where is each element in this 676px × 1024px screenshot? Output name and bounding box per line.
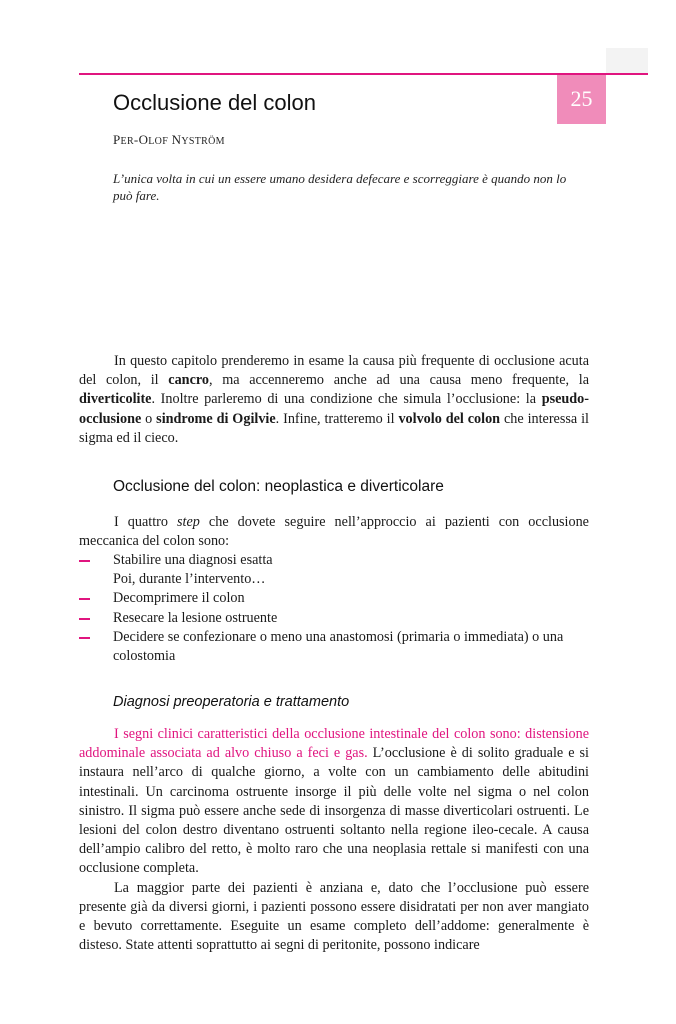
term-cancro: cancro [168, 372, 209, 389]
bullet-dash-icon [79, 598, 90, 600]
term-pseudo-occlusione: pseudo-occlusione [79, 391, 589, 427]
author-rest-1: ER [120, 136, 134, 147]
list-item: Decidere se confezionare o meno una anastomosi (primaria o immediata) o una colostomia [79, 628, 589, 666]
author-dash: - [133, 132, 139, 147]
epigraph: L’unica volta in cui un essere umano desidera defecare e scorreggiare è quando non lo può fare. [113, 171, 567, 203]
intro-paragraph: In questo capitolo prenderemo in esame la causa più frequente di occlusione acuta del colon, il cancro, ma accenneremo anche ad una causa meno frequente, la diverticolite. Inoltre parleremo di una condizione che simula l’occlusione: la pseudo-occlusione o sindrome di Ogilvie. Infine, tratteremo il volvolo del colon che interessa il sigma ed il cieco. [79, 353, 589, 446]
chapter-author [113, 132, 225, 148]
list-item: Stabilire una diagnosi esatta [79, 551, 589, 570]
term-ogilvie: sindrome di Ogilvie [156, 410, 276, 427]
chapter-number-badge: 25 [557, 75, 606, 124]
bullet-dash-icon [79, 560, 90, 562]
term-volvolo: volvolo del colon [398, 410, 501, 427]
author-rest-2: LOF [148, 136, 169, 147]
author-initial-3: N [171, 132, 182, 147]
chapter-title: Occlusione del colon [113, 90, 317, 115]
list-note: Poi, durante l’intervento… [113, 571, 266, 588]
list-item: Resecare la lesione ostruente [79, 609, 589, 628]
author-rest-3: YSTRÖM [181, 136, 225, 147]
term-diverticolite: diverticolite [79, 391, 152, 408]
diagnosis-paragraph: I segni clinici caratteristici della occlusione intestinale del colon sono: distensione addominale associata ad alvo chiuso a feci e gas. L’occlusione è di solito graduale e si instaura nell’arco di qualche giorno, a volte con un cambiamento delle abitudini intestinali. Un carcinoma ostruente insorge il più delle volte nel sigma o nel colon sinistro. Il sigma può essere anche sede di insorgenza di masse diverticolari ostruenti. Le lesioni del colon destro diventano ostruenti soltanto nella regione ileo-cecale. A causa dell’ampio calibro del retto, è molto raro che una neoplasia rettale si manifesti con una occlusione completa. [79, 726, 589, 877]
bullet-dash-icon [79, 618, 90, 620]
term-step: step [177, 514, 200, 530]
subsection-heading: Diagnosi preoperatoria e trattamento [113, 694, 350, 710]
list-item: Decomprimere il colon [79, 589, 589, 608]
highlighted-sentence: I segni clinici caratteristici della occlusione intestinale del colon sono: distensione addominale associata ad alvo chiuso a feci e gas. [79, 726, 589, 762]
patients-paragraph: La maggior parte dei pazienti è anziana e, dato che l’occlusione può essere presente già da diversi giorni, i pazienti possono essere disidratati per non aver mangiato e bevuto correttamente. Eseguite un esame completo dell’addome: generalmente è disteso. State attenti soprattutto ai segni di peritonite, possono indicare [79, 879, 589, 954]
author-initial-2: O [138, 132, 149, 147]
steps-list [79, 551, 589, 666]
section-heading: Occlusione del colon: neoplastica e diverticolare [113, 478, 444, 495]
header-corner-tab [606, 48, 648, 73]
diagnosis-text [79, 725, 589, 955]
steps-intro-paragraph: I quattro step che dovete seguire nell’approccio ai pazienti con occlusione meccanica del colon sono: [79, 514, 589, 550]
author-initial-1: P [113, 132, 121, 147]
bullet-dash-icon [79, 637, 90, 639]
